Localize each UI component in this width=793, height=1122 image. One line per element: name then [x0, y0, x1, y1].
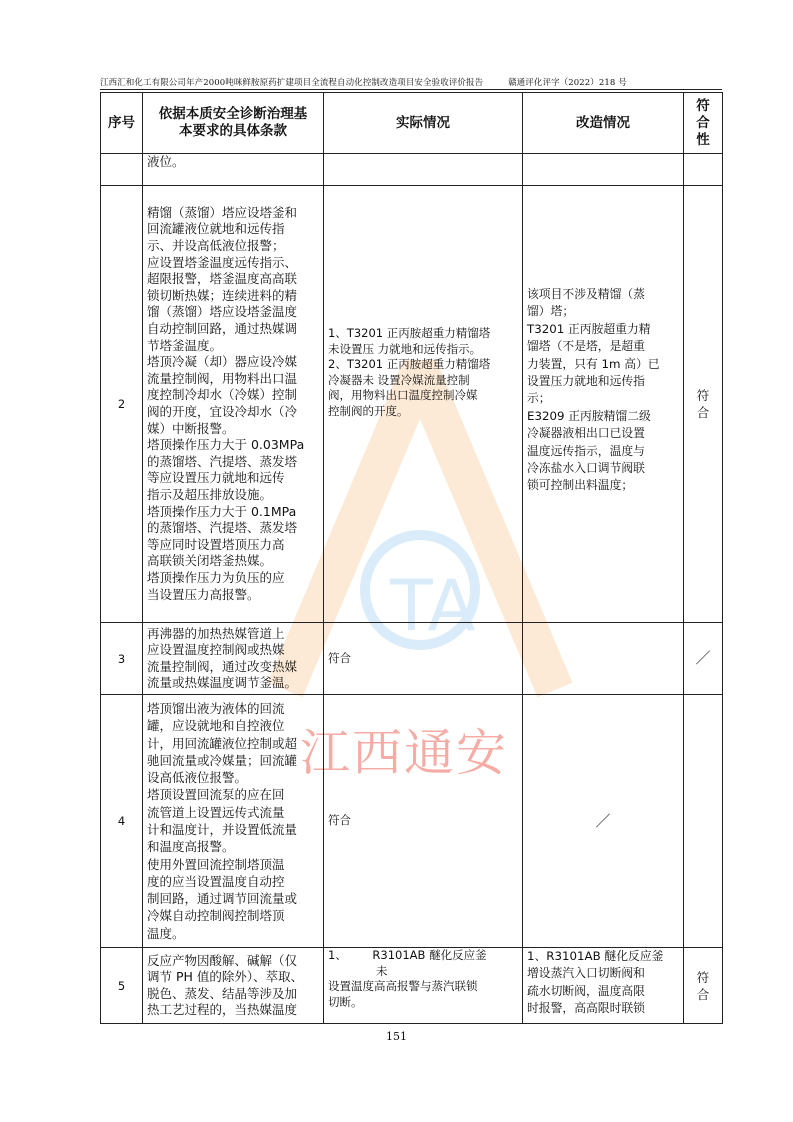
cell-compliance	[684, 154, 723, 186]
compliance-value: 符合	[696, 388, 710, 420]
running-header	[100, 76, 720, 88]
cell-clause: 精馏（蒸馏）塔应设塔釜和 回流罐液位就地和远传指 示、并设高低液位报警； 应设置塔釜温度远传指示、 超限报警，塔釜温度高高联 锁切断热媒；连续进料的精 馏（蒸馏）塔应设塔釜温度 自动控制回路，通过热媒调 节塔釜温度。 塔顶冷凝（却）器应设冷媒 流量控制阀，用物料出口温 度控制冷却水（冷媒）控制 阀的开度，宜设冷却水（冷 媒）中断报警。 塔顶操作压力大于 0.03MPa 的蒸馏塔、汽提塔、蒸发塔 等应设置压力就地和远传 指示及超压排放设施。 塔顶操作压力大于 0.1MPa 的蒸馏塔、汽提塔、蒸发塔 等应同时设置塔顶压力高 高联锁关闭塔釜热媒。 塔顶操作压力为负压的应 当设置压力高报警。	[143, 186, 324, 623]
diagnosis-table	[100, 92, 723, 1024]
cell-reform	[523, 695, 684, 948]
table-row	[101, 186, 723, 623]
col-header-clause: 依据本质安全诊断治理基 本要求的具体条款	[143, 93, 324, 154]
header-divider	[100, 89, 722, 90]
cell-seq	[101, 154, 143, 186]
cell-actual	[324, 154, 523, 186]
cell-clause: 液位。	[143, 154, 324, 186]
cell-actual: 1、T3201 正丙胺超重力精馏塔 未设置压 力就地和远传指示。 2、T3201 正丙胺超重力精馏塔 冷凝器未 设置冷媒流量控制 阀，用物料出口温度控制冷媒 控制阀的开度。	[324, 186, 523, 623]
col-header-actual: 实际情况	[324, 93, 523, 154]
compliance-value: 符合	[696, 969, 710, 1002]
report-code: 赣通评化评字（2022）218 号	[508, 78, 627, 88]
cell-reform	[523, 623, 684, 695]
cell-seq: 2	[101, 186, 143, 623]
cell-compliance	[684, 948, 723, 1024]
cell-seq: 3	[101, 623, 143, 695]
cell-clause: 塔顶馏出液为液体的回流 罐，应设就地和自控液位 计，用回流罐液位控制或超 驰回流量或冷媒量；回流罐 设高低液位报警。 塔顶设置回流泵的应在回 流管道上设置远传式流量 计和温度计，并设置低流量 和温度高报警。 使用外置回流控制塔顶温 度的应当设置温度自动控 制回路，通过调节回流量或 冷媒自动控制阀控制塔顶 温度。	[143, 695, 324, 948]
cell-compliance	[684, 186, 723, 623]
table-header-row	[101, 93, 723, 154]
reform-mark: ／	[595, 811, 611, 830]
col-header-reform: 改造情况	[523, 93, 684, 154]
cell-reform: 1、R3101AB 醚化反应釜 增设蒸汽入口切断阀和 疏水切断阀，温度高限 时报警，高高限时联锁	[523, 948, 684, 1024]
cell-compliance	[684, 623, 723, 695]
report-title: 江西汇和化工有限公司年产2000吨咪鲜胺原药扩建项目全流程自动化控制改造项目安全验收评价报告	[100, 78, 484, 88]
table-row	[101, 948, 723, 1024]
col-header-seq: 序号	[101, 93, 143, 154]
col-header-compliance: 符 合 性	[684, 93, 723, 154]
cell-actual: 符合	[324, 623, 523, 695]
cell-reform: 该项目不涉及精馏（蒸 馏）塔； T3201 正丙胺超重力精 馏塔（不是塔，是超重 力装置，只有 1m 高）已 设置压力就地和远传指 示； E3209 正丙胺精馏二级 冷凝器液相出口已设置 温度远传指示，温度与 冷冻盐水入口调节阀联 锁可控制出料温度；	[523, 186, 684, 623]
watermark-badge-letters: TA	[390, 565, 476, 647]
table-row	[101, 695, 723, 948]
cell-actual: 1、 R3101AB 醚化反应釜 未 设置温度高高报警与蒸汽联锁 切断。	[324, 948, 523, 1024]
compliance-value: ／	[695, 649, 711, 667]
cell-compliance	[684, 695, 723, 948]
cell-actual: 符合	[324, 695, 523, 948]
cell-clause: 反应产物因酸解、碱解（仅 调节 PH 值的除外）、萃取、 脱色、蒸发、结晶等涉及加 热工艺过程的，当热媒温度	[143, 948, 324, 1024]
table-row	[101, 623, 723, 695]
cell-seq: 4	[101, 695, 143, 948]
cell-clause: 再沸器的加热热媒管道上 应设置温度控制阀或热媒 流量控制阀，通过改变热媒 流量或热媒温度调节釜温。	[143, 623, 324, 695]
page-number: 151	[386, 1030, 407, 1043]
watermark-company: 江西通安	[300, 724, 508, 782]
table-row	[101, 154, 723, 186]
cell-reform	[523, 154, 684, 186]
cell-seq: 5	[101, 948, 143, 1024]
